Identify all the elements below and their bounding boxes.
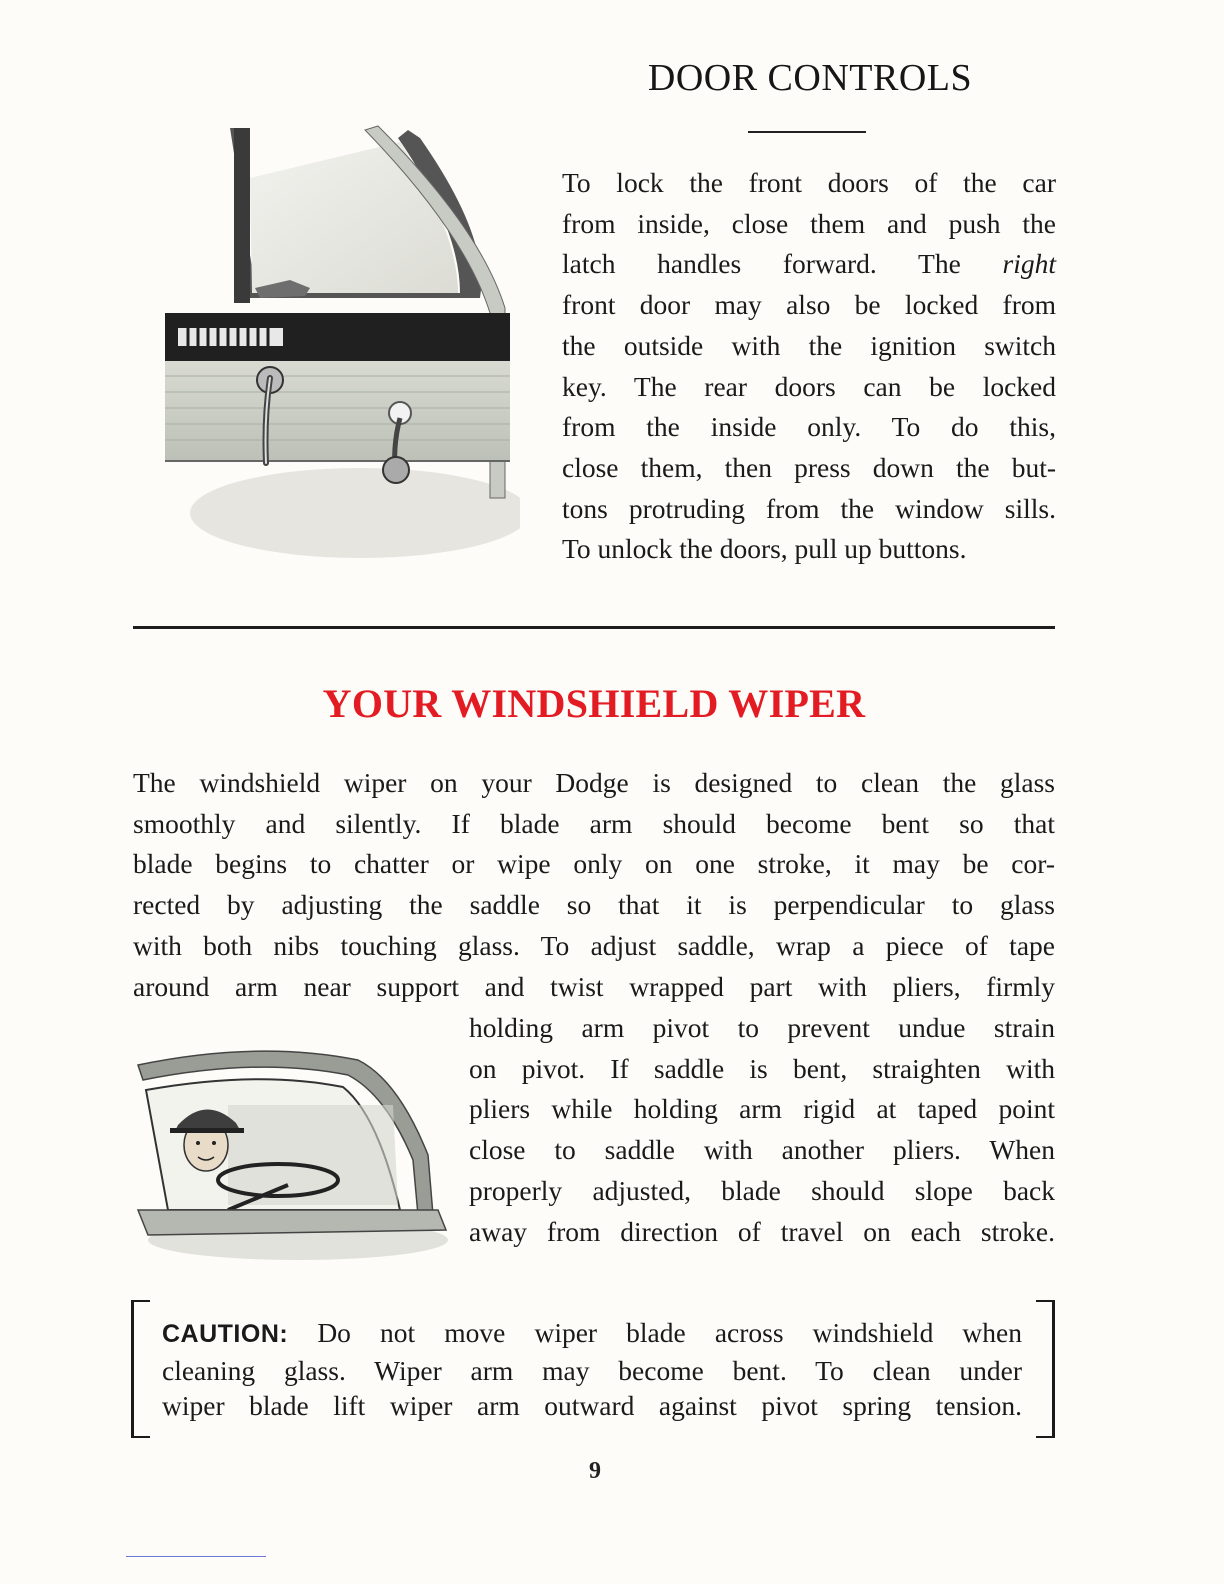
text-line: cleaning glass. Wiper arm may become bent. To clean under [162,1354,1022,1386]
car-driver-illustration [128,1035,458,1265]
windshield-wiper-title: YOUR WINDSHIELD WIPER [322,681,866,726]
text-line [162,1315,1022,1353]
text-line: around arm near support and twist wrapped part with pliers, firmly [133,970,1055,1002]
text-line: pliers while holding arm rigid at taped point [469,1093,1055,1125]
wiper-paragraph-narrow [469,1008,1055,1252]
text-line: smoothly and silently. If blade arm should become bent so that [133,807,1055,839]
emphasis-word: right [1002,248,1056,280]
text-segment: latch handles forward. The [562,248,1003,280]
text-line: To lock the front doors of the car [562,167,1056,198]
page-number: 9 [589,1458,601,1484]
text-line: wiper blade lift wiper arm outward against pivot spring tension. [162,1390,1022,1421]
text-line: tons protruding from the window sills. [562,492,1056,524]
text-line: To unlock the doors, pull up buttons. [562,533,967,565]
caution-label: CAUTION: [162,1320,289,1348]
text-line: on pivot. If saddle is bent, straighten with [469,1052,1055,1084]
wiper-paragraph-full [133,763,1055,1007]
text-line: blade begins to chatter or wipe only on one stroke, it may be cor- [133,848,1055,880]
caution-text [162,1315,1022,1424]
text-line: away from direction of travel on each stroke. [469,1215,1055,1247]
text-line: from inside, close them and push the [562,207,1056,239]
text-line: close them, then press down the but- [562,451,1056,483]
left-bracket [131,1300,150,1438]
section-divider [133,626,1055,629]
door-controls-paragraph [562,163,1056,570]
text-line: key. The rear doors can be locked [562,370,1056,402]
text-line [562,244,1056,285]
title-divider [748,131,866,133]
door-handles-illustration [160,118,520,563]
text-line: with both nibs touching glass. To adjust saddle, wrap a piece of tape [133,929,1055,961]
text-line: holding arm pivot to prevent undue strain [469,1012,1055,1043]
text-line: the outside with the ignition switch [562,329,1056,361]
text-line: properly adjusted, blade should slope back [469,1174,1055,1206]
caution-box [131,1300,1055,1436]
text-line: The windshield wiper on your Dodge is designed to clean the glass [133,767,1055,798]
text-line: rected by adjusting the saddle so that it is perpendicular to glass [133,889,1055,921]
text-line: from the inside only. To do this, [562,411,1056,443]
footer-underline [126,1556,266,1557]
text-line: close to saddle with another pliers. When [469,1134,1055,1166]
right-bracket [1036,1300,1055,1438]
text-segment: Do not move wiper blade across windshield when [288,1317,1022,1348]
text-line: front door may also be locked from [562,289,1056,321]
door-controls-title: DOOR CONTROLS [647,57,973,99]
